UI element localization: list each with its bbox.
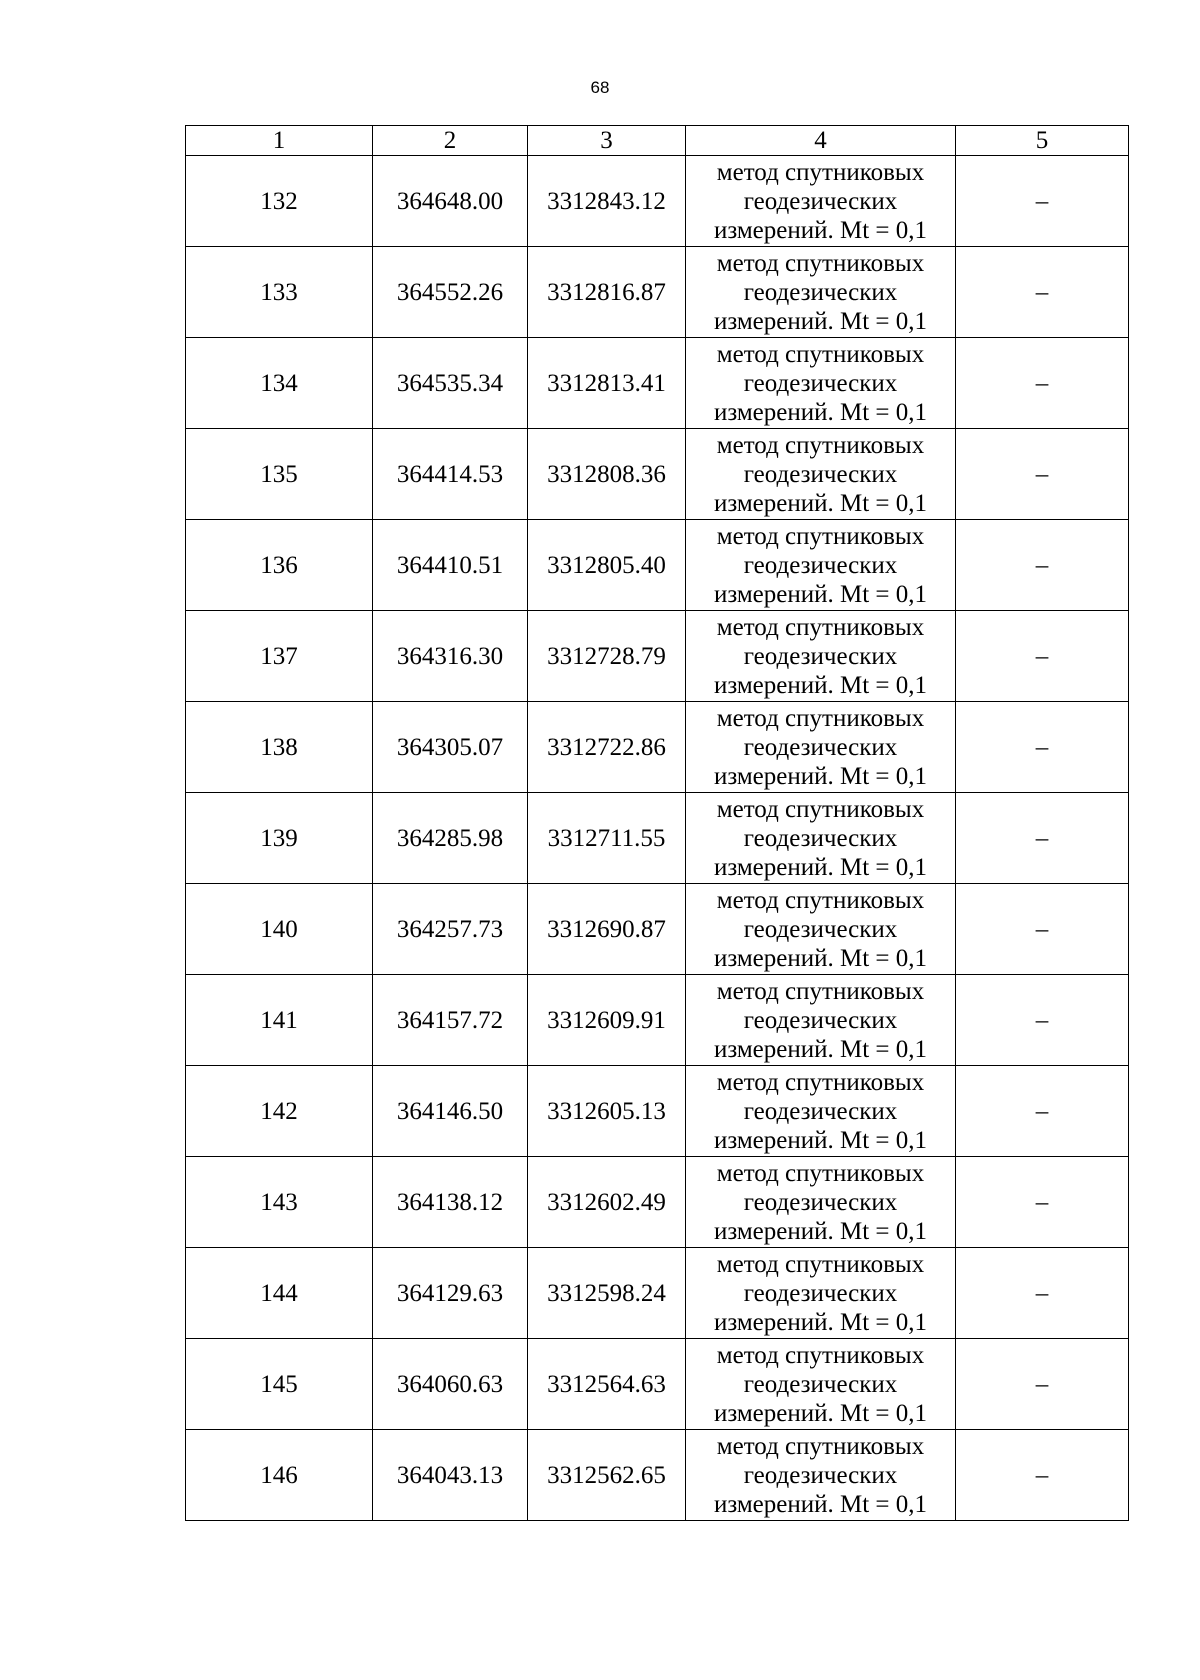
method-line: метод спутниковых [716, 613, 925, 641]
note-cell: – [956, 338, 1129, 429]
x-coordinate-cell: 364316.30 [373, 611, 528, 702]
page-number: 68 [590, 78, 610, 97]
method-line: измерений. Mt = 0,1 [713, 307, 928, 335]
point-number-cell: 142 [186, 1066, 373, 1157]
note-cell: – [956, 975, 1129, 1066]
point-number-cell: 143 [186, 1157, 373, 1248]
note-cell: – [956, 1430, 1129, 1521]
point-number-cell: 135 [186, 429, 373, 520]
point-number-cell: 145 [186, 1339, 373, 1430]
point-number-cell: 133 [186, 247, 373, 338]
table-row [186, 1430, 1129, 1521]
method-line: метод спутниковых [716, 1341, 925, 1369]
y-coordinate-cell: 3312816.87 [528, 247, 686, 338]
method-line: измерений. Mt = 0,1 [713, 216, 928, 244]
note-cell: – [956, 1248, 1129, 1339]
method-cell [686, 520, 956, 611]
table-row [186, 1248, 1129, 1339]
method-line: метод спутниковых [716, 704, 925, 732]
method-line: геодезических [743, 1279, 898, 1307]
method-cell [686, 1339, 956, 1430]
table-row [186, 884, 1129, 975]
note-cell: – [956, 884, 1129, 975]
method-cell [686, 884, 956, 975]
method-line: метод спутниковых [716, 1432, 925, 1460]
y-coordinate-cell: 3312605.13 [528, 1066, 686, 1157]
x-coordinate-cell: 364129.63 [373, 1248, 528, 1339]
y-coordinate-cell: 3312602.49 [528, 1157, 686, 1248]
method-line: измерений. Mt = 0,1 [713, 671, 928, 699]
method-line: измерений. Mt = 0,1 [713, 1217, 928, 1245]
method-line: измерений. Mt = 0,1 [713, 944, 928, 972]
y-coordinate-cell: 3312808.36 [528, 429, 686, 520]
method-line: геодезических [743, 1006, 898, 1034]
point-number-cell: 134 [186, 338, 373, 429]
method-line: метод спутниковых [716, 522, 925, 550]
method-cell [686, 156, 956, 247]
point-number-cell: 139 [186, 793, 373, 884]
method-cell [686, 247, 956, 338]
method-line: метод спутниковых [716, 1159, 925, 1187]
method-line: метод спутниковых [716, 431, 925, 459]
x-coordinate-cell: 364552.26 [373, 247, 528, 338]
method-line: геодезических [743, 733, 898, 761]
method-line: геодезических [743, 1097, 898, 1125]
method-line: метод спутниковых [716, 1068, 925, 1096]
y-coordinate-cell: 3312609.91 [528, 975, 686, 1066]
point-number-cell: 138 [186, 702, 373, 793]
header-row [186, 126, 1129, 156]
table-row [186, 1339, 1129, 1430]
y-coordinate-cell: 3312805.40 [528, 520, 686, 611]
coordinates-table [185, 125, 1129, 1521]
header-col-1: 1 [186, 126, 373, 156]
table-row [186, 338, 1129, 429]
note-cell: – [956, 611, 1129, 702]
table-row [186, 247, 1129, 338]
header-col-5: 5 [956, 126, 1129, 156]
method-line: измерений. Mt = 0,1 [713, 1035, 928, 1063]
point-number-cell: 144 [186, 1248, 373, 1339]
method-line: геодезических [743, 1188, 898, 1216]
table-row [186, 1157, 1129, 1248]
x-coordinate-cell: 364146.50 [373, 1066, 528, 1157]
table-body [186, 156, 1129, 1521]
x-coordinate-cell: 364257.73 [373, 884, 528, 975]
method-cell [686, 1066, 956, 1157]
note-cell: – [956, 702, 1129, 793]
x-coordinate-cell: 364138.12 [373, 1157, 528, 1248]
method-line: геодезических [743, 1370, 898, 1398]
method-line: метод спутниковых [716, 886, 925, 914]
header-col-3: 3 [528, 126, 686, 156]
point-number-cell: 137 [186, 611, 373, 702]
method-line: измерений. Mt = 0,1 [713, 853, 928, 881]
note-cell: – [956, 247, 1129, 338]
method-line: геодезических [743, 460, 898, 488]
method-line: измерений. Mt = 0,1 [713, 1126, 928, 1154]
note-cell: – [956, 429, 1129, 520]
method-cell [686, 611, 956, 702]
table-row [186, 975, 1129, 1066]
x-coordinate-cell: 364157.72 [373, 975, 528, 1066]
method-line: геодезических [743, 551, 898, 579]
point-number-cell: 146 [186, 1430, 373, 1521]
note-cell: – [956, 793, 1129, 884]
table-header [186, 126, 1129, 156]
note-cell: – [956, 156, 1129, 247]
table-row [186, 520, 1129, 611]
x-coordinate-cell: 364285.98 [373, 793, 528, 884]
y-coordinate-cell: 3312728.79 [528, 611, 686, 702]
method-line: геодезических [743, 1461, 898, 1489]
table-row [186, 702, 1129, 793]
header-col-4: 4 [686, 126, 956, 156]
method-line: геодезических [743, 278, 898, 306]
table-row [186, 429, 1129, 520]
method-cell [686, 1248, 956, 1339]
x-coordinate-cell: 364410.51 [373, 520, 528, 611]
point-number-cell: 141 [186, 975, 373, 1066]
x-coordinate-cell: 364305.07 [373, 702, 528, 793]
note-cell: – [956, 1157, 1129, 1248]
y-coordinate-cell: 3312562.65 [528, 1430, 686, 1521]
method-line: метод спутниковых [716, 977, 925, 1005]
method-line: геодезических [743, 369, 898, 397]
table-row [186, 156, 1129, 247]
method-line: метод спутниковых [716, 249, 925, 277]
x-coordinate-cell: 364060.63 [373, 1339, 528, 1430]
x-coordinate-cell: 364648.00 [373, 156, 528, 247]
method-line: измерений. Mt = 0,1 [713, 1308, 928, 1336]
method-line: метод спутниковых [716, 795, 925, 823]
method-cell [686, 338, 956, 429]
method-line: геодезических [743, 824, 898, 852]
y-coordinate-cell: 3312813.41 [528, 338, 686, 429]
x-coordinate-cell: 364414.53 [373, 429, 528, 520]
y-coordinate-cell: 3312843.12 [528, 156, 686, 247]
method-line: измерений. Mt = 0,1 [713, 398, 928, 426]
method-line: измерений. Mt = 0,1 [713, 1399, 928, 1427]
y-coordinate-cell: 3312598.24 [528, 1248, 686, 1339]
x-coordinate-cell: 364043.13 [373, 1430, 528, 1521]
point-number-cell: 140 [186, 884, 373, 975]
note-cell: – [956, 520, 1129, 611]
method-line: геодезических [743, 915, 898, 943]
note-cell: – [956, 1339, 1129, 1430]
method-cell [686, 975, 956, 1066]
method-line: метод спутниковых [716, 158, 925, 186]
table-row [186, 611, 1129, 702]
point-number-cell: 132 [186, 156, 373, 247]
method-cell [686, 429, 956, 520]
table-row [186, 1066, 1129, 1157]
y-coordinate-cell: 3312564.63 [528, 1339, 686, 1430]
x-coordinate-cell: 364535.34 [373, 338, 528, 429]
method-line: измерений. Mt = 0,1 [713, 762, 928, 790]
method-line: измерений. Mt = 0,1 [713, 1490, 928, 1518]
method-line: измерений. Mt = 0,1 [713, 580, 928, 608]
method-cell [686, 1430, 956, 1521]
method-cell [686, 1157, 956, 1248]
y-coordinate-cell: 3312690.87 [528, 884, 686, 975]
method-line: геодезических [743, 642, 898, 670]
header-col-2: 2 [373, 126, 528, 156]
method-line: метод спутниковых [716, 340, 925, 368]
method-cell [686, 702, 956, 793]
point-number-cell: 136 [186, 520, 373, 611]
table-row [186, 793, 1129, 884]
y-coordinate-cell: 3312711.55 [528, 793, 686, 884]
method-line: геодезических [743, 187, 898, 215]
y-coordinate-cell: 3312722.86 [528, 702, 686, 793]
note-cell: – [956, 1066, 1129, 1157]
method-cell [686, 793, 956, 884]
method-line: измерений. Mt = 0,1 [713, 489, 928, 517]
method-line: метод спутниковых [716, 1250, 925, 1278]
